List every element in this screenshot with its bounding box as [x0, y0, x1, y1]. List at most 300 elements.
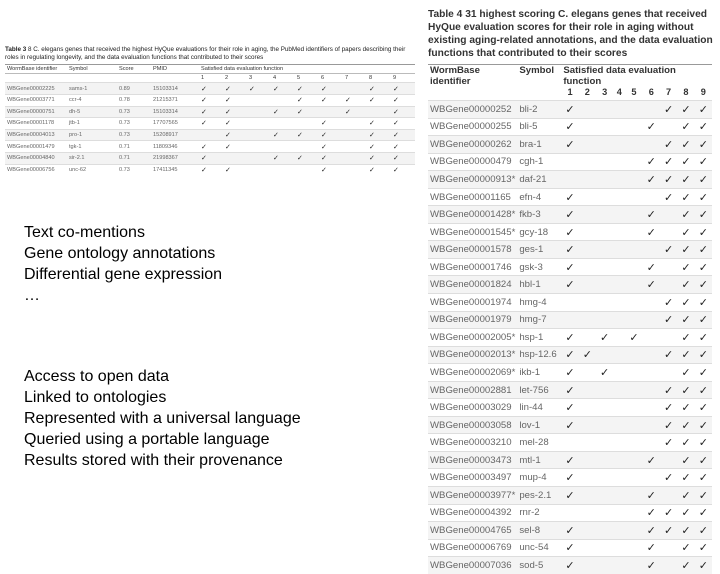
check-mark	[579, 311, 596, 329]
check-mark: ✓	[391, 118, 415, 130]
wormbase-id: WBGene00004765	[428, 522, 517, 540]
col-functions: Satisfied data evaluation function	[561, 65, 712, 88]
check-mark: ✓	[561, 136, 578, 154]
check-mark: ✓	[677, 101, 694, 119]
check-mark: ✓	[677, 451, 694, 469]
table-3	[5, 46, 415, 175]
check-mark: ✓	[319, 83, 343, 95]
wormbase-id: WBGene00002069*	[428, 364, 517, 382]
table-row	[428, 258, 712, 276]
check-mark: ✓	[677, 469, 694, 487]
check-mark: ✓	[319, 164, 343, 175]
check-mark: ✓	[660, 241, 677, 259]
check-mark	[596, 188, 613, 206]
check-mark: ✓	[271, 129, 295, 141]
check-mark: ✓	[677, 276, 694, 294]
check-mark	[343, 164, 367, 175]
check-mark: ✓	[677, 294, 694, 312]
check-mark	[579, 469, 596, 487]
gene-symbol: unc-62	[67, 164, 117, 175]
gene-symbol: tgk-1	[67, 141, 117, 153]
table-row	[428, 522, 712, 540]
check-mark	[613, 364, 625, 382]
check-mark: ✓	[596, 329, 613, 347]
check-mark	[613, 504, 625, 522]
check-mark	[613, 276, 625, 294]
check-mark	[643, 364, 660, 382]
check-mark	[625, 487, 642, 505]
check-mark: ✓	[695, 539, 712, 557]
check-mark: ✓	[677, 522, 694, 540]
check-mark	[613, 136, 625, 154]
check-mark	[660, 276, 677, 294]
check-mark: ✓	[223, 164, 247, 175]
gene-symbol: mtl-1	[517, 451, 561, 469]
function-number: 3	[602, 87, 608, 97]
check-mark: ✓	[295, 95, 319, 107]
check-mark	[613, 399, 625, 417]
check-mark	[625, 557, 642, 574]
check-mark: ✓	[695, 101, 712, 119]
table-4-caption-text: 31 highest scoring C. elegans genes that received HyQue evaluation scores for their role in aging without existing aging-related annotations, and the data evaluation functions that contributed to their scores	[428, 9, 713, 59]
check-mark: ✓	[695, 346, 712, 364]
check-mark	[643, 136, 660, 154]
wormbase-id: WBGene00001165	[428, 188, 517, 206]
check-mark	[596, 469, 613, 487]
check-mark	[613, 206, 625, 224]
check-mark: ✓	[695, 311, 712, 329]
check-mark	[596, 294, 613, 312]
pmid-value: 21998367	[151, 152, 199, 164]
wormbase-id: WBGene00000913*	[428, 171, 517, 189]
gene-symbol: rnr-2	[517, 504, 561, 522]
check-mark: ✓	[660, 101, 677, 119]
check-mark: ✓	[367, 164, 391, 175]
function-number: 6	[648, 87, 654, 97]
function-number: 5	[631, 87, 637, 97]
gene-symbol: sod-5	[517, 557, 561, 574]
table-row	[5, 118, 415, 130]
check-mark	[579, 381, 596, 399]
check-mark	[613, 329, 625, 347]
check-mark: ✓	[561, 346, 578, 364]
check-mark	[660, 223, 677, 241]
table-row	[428, 557, 712, 574]
check-mark: ✓	[223, 141, 247, 153]
gene-symbol: hmg-7	[517, 311, 561, 329]
gene-symbol: bli-5	[517, 118, 561, 136]
check-mark	[596, 451, 613, 469]
check-mark: ✓	[367, 83, 391, 95]
gene-symbol: pro-1	[67, 129, 117, 141]
wormbase-id: WBGene00006756	[5, 164, 67, 175]
check-mark: ✓	[660, 294, 677, 312]
check-mark: ✓	[561, 206, 578, 224]
check-mark: ✓	[561, 364, 578, 382]
gene-symbol: unc-54	[517, 539, 561, 557]
check-mark: ✓	[223, 83, 247, 95]
gene-symbol: ccr-4	[67, 95, 117, 107]
check-mark: ✓	[223, 118, 247, 130]
check-mark	[613, 101, 625, 119]
gene-symbol: gcy-18	[517, 223, 561, 241]
check-mark: ✓	[596, 364, 613, 382]
check-mark	[643, 434, 660, 452]
table-row	[5, 141, 415, 153]
check-mark	[596, 434, 613, 452]
check-mark: ✓	[677, 153, 694, 171]
function-number: 8	[683, 87, 689, 97]
check-mark: ✓	[643, 276, 660, 294]
check-mark	[271, 118, 295, 130]
check-mark	[625, 469, 642, 487]
check-mark: ✓	[677, 487, 694, 505]
check-mark	[613, 223, 625, 241]
check-mark: ✓	[391, 164, 415, 175]
check-mark	[660, 364, 677, 382]
check-mark: ✓	[643, 118, 660, 136]
col-symbol: Symbol	[67, 65, 117, 74]
gene-symbol: hbl-1	[517, 276, 561, 294]
check-mark	[343, 129, 367, 141]
check-mark: ✓	[677, 188, 694, 206]
check-mark: ✓	[695, 504, 712, 522]
check-mark	[579, 294, 596, 312]
check-mark	[625, 346, 642, 364]
check-mark: ✓	[677, 118, 694, 136]
check-mark	[613, 118, 625, 136]
wormbase-id: WBGene00002013*	[428, 346, 517, 364]
check-mark	[561, 434, 578, 452]
wormbase-id: WBGene00002881	[428, 381, 517, 399]
table-row	[428, 539, 712, 557]
check-mark	[596, 381, 613, 399]
check-mark: ✓	[319, 95, 343, 107]
check-mark: ✓	[561, 522, 578, 540]
check-mark	[579, 153, 596, 171]
check-mark	[343, 141, 367, 153]
check-mark: ✓	[643, 487, 660, 505]
check-mark: ✓	[677, 416, 694, 434]
bullet-item: Linked to ontologies	[24, 389, 167, 406]
check-mark	[625, 504, 642, 522]
check-mark	[579, 206, 596, 224]
check-mark: ✓	[677, 504, 694, 522]
gene-symbol: pes-2.1	[517, 487, 561, 505]
check-mark: ✓	[695, 171, 712, 189]
check-mark: ✓	[223, 106, 247, 118]
wormbase-id: WBGene00003497	[428, 469, 517, 487]
table-row	[428, 188, 712, 206]
table-3-grid	[5, 64, 415, 175]
check-mark	[643, 241, 660, 259]
check-mark: ✓	[660, 381, 677, 399]
check-mark: ✓	[695, 381, 712, 399]
check-mark	[579, 171, 596, 189]
check-mark: ✓	[677, 434, 694, 452]
table-row	[428, 223, 712, 241]
table-row	[428, 381, 712, 399]
check-mark	[596, 557, 613, 574]
check-mark: ✓	[643, 522, 660, 540]
function-number: 3	[247, 74, 271, 83]
table-row	[428, 346, 712, 364]
check-mark	[579, 223, 596, 241]
check-mark: ✓	[561, 469, 578, 487]
check-mark	[625, 118, 642, 136]
wormbase-id: WBGene00000255	[428, 118, 517, 136]
pmid-value: 15208917	[151, 129, 199, 141]
wormbase-id: WBGene00000262	[428, 136, 517, 154]
col-wormbase: WormBase identifier	[5, 65, 67, 74]
check-mark: ✓	[695, 329, 712, 347]
check-mark	[247, 152, 271, 164]
check-mark	[625, 153, 642, 171]
check-mark	[613, 346, 625, 364]
check-mark	[625, 136, 642, 154]
table-row	[428, 469, 712, 487]
check-mark	[625, 522, 642, 540]
check-mark: ✓	[223, 129, 247, 141]
check-mark	[579, 416, 596, 434]
gene-symbol: hsp-1	[517, 329, 561, 347]
check-mark: ✓	[319, 118, 343, 130]
check-mark: ✓	[199, 152, 223, 164]
check-mark	[625, 206, 642, 224]
gene-symbol: lin-44	[517, 399, 561, 417]
check-mark	[343, 118, 367, 130]
check-mark: ✓	[579, 346, 596, 364]
check-mark	[579, 118, 596, 136]
check-mark	[596, 118, 613, 136]
check-mark	[579, 258, 596, 276]
table-row	[428, 294, 712, 312]
check-mark	[613, 469, 625, 487]
wormbase-id: WBGene00001578	[428, 241, 517, 259]
check-mark	[643, 469, 660, 487]
table-3-caption	[5, 46, 413, 62]
check-mark	[596, 206, 613, 224]
check-mark	[613, 311, 625, 329]
check-mark	[613, 171, 625, 189]
check-mark: ✓	[643, 557, 660, 574]
check-mark: ✓	[561, 188, 578, 206]
check-mark	[596, 136, 613, 154]
check-mark: ✓	[660, 434, 677, 452]
check-mark: ✓	[295, 106, 319, 118]
check-mark: ✓	[561, 276, 578, 294]
wormbase-id: WBGene00001545*	[428, 223, 517, 241]
check-mark	[625, 241, 642, 259]
score-value: 0.89	[117, 83, 151, 95]
check-mark	[625, 381, 642, 399]
bullet-item: Gene ontology annotations	[24, 245, 216, 262]
check-mark: ✓	[561, 118, 578, 136]
check-mark: ✓	[199, 83, 223, 95]
check-mark: ✓	[295, 152, 319, 164]
check-mark	[247, 95, 271, 107]
check-mark	[613, 451, 625, 469]
gene-symbol: sir-2.1	[67, 152, 117, 164]
wormbase-id: WBGene00002225	[5, 83, 67, 95]
check-mark	[643, 101, 660, 119]
check-mark	[561, 311, 578, 329]
score-value: 0.71	[117, 141, 151, 153]
table-row	[5, 95, 415, 107]
check-mark: ✓	[199, 164, 223, 175]
gene-symbol: bli-2	[517, 101, 561, 119]
check-mark	[625, 539, 642, 557]
check-mark: ✓	[561, 487, 578, 505]
check-mark: ✓	[643, 451, 660, 469]
check-mark	[596, 258, 613, 276]
check-mark: ✓	[295, 83, 319, 95]
wormbase-id: WBGene00001178	[5, 118, 67, 130]
check-mark: ✓	[695, 276, 712, 294]
gene-symbol: sel-8	[517, 522, 561, 540]
check-mark: ✓	[660, 416, 677, 434]
check-mark	[625, 399, 642, 417]
check-mark: ✓	[695, 188, 712, 206]
check-mark	[295, 141, 319, 153]
check-mark: ✓	[677, 557, 694, 574]
check-mark: ✓	[367, 141, 391, 153]
table-row	[428, 153, 712, 171]
check-mark	[660, 118, 677, 136]
check-mark	[643, 294, 660, 312]
bullet-item: Represented with a universal language	[24, 410, 301, 427]
pmid-value: 15103314	[151, 106, 199, 118]
check-mark	[660, 258, 677, 276]
check-mark	[613, 522, 625, 540]
check-mark	[271, 164, 295, 175]
wormbase-id: WBGene00003210	[428, 434, 517, 452]
wormbase-id: WBGene00001979	[428, 311, 517, 329]
check-mark	[643, 188, 660, 206]
gene-symbol: daf-21	[517, 171, 561, 189]
gene-symbol: fkb-3	[517, 206, 561, 224]
pmid-value: 15103314	[151, 83, 199, 95]
function-number: 9	[700, 87, 706, 97]
check-mark	[596, 311, 613, 329]
check-mark	[643, 416, 660, 434]
table-row	[428, 416, 712, 434]
check-mark: ✓	[695, 241, 712, 259]
col-pmid: PMID	[151, 65, 199, 74]
check-mark: ✓	[660, 522, 677, 540]
table-4-label: Table 4	[428, 9, 463, 20]
check-mark	[613, 416, 625, 434]
check-mark: ✓	[677, 223, 694, 241]
gene-symbol: dh-5	[67, 106, 117, 118]
check-mark: ✓	[677, 311, 694, 329]
score-value: 0.78	[117, 95, 151, 107]
check-mark	[343, 152, 367, 164]
check-mark	[596, 487, 613, 505]
check-mark: ✓	[677, 381, 694, 399]
function-number: 4	[616, 87, 622, 97]
check-mark	[247, 118, 271, 130]
check-mark	[271, 95, 295, 107]
check-mark	[596, 416, 613, 434]
check-mark	[625, 294, 642, 312]
check-mark	[660, 487, 677, 505]
check-mark: ✓	[295, 129, 319, 141]
check-mark: ✓	[660, 504, 677, 522]
check-mark: ✓	[319, 129, 343, 141]
check-mark	[643, 399, 660, 417]
gene-symbol: jtb-1	[67, 118, 117, 130]
check-mark: ✓	[695, 223, 712, 241]
gene-symbol: ges-1	[517, 241, 561, 259]
wormbase-id: WBGene00001479	[5, 141, 67, 153]
check-mark	[625, 311, 642, 329]
check-mark: ✓	[271, 83, 295, 95]
check-mark	[596, 241, 613, 259]
wormbase-id: WBGene00003977*	[428, 487, 517, 505]
check-mark	[625, 223, 642, 241]
check-mark	[643, 381, 660, 399]
check-mark	[613, 294, 625, 312]
check-mark: ✓	[660, 399, 677, 417]
gene-symbol: ikb-1	[517, 364, 561, 382]
check-mark	[596, 101, 613, 119]
check-mark: ✓	[367, 129, 391, 141]
check-mark	[625, 451, 642, 469]
wormbase-id: WBGene00003771	[5, 95, 67, 107]
table-row	[5, 83, 415, 95]
check-mark: ✓	[271, 152, 295, 164]
check-mark	[199, 129, 223, 141]
check-mark: ✓	[319, 141, 343, 153]
check-mark	[613, 557, 625, 574]
check-mark	[625, 434, 642, 452]
check-mark: ✓	[271, 106, 295, 118]
gene-symbol: hsp-12.6	[517, 346, 561, 364]
function-number: 2	[223, 74, 247, 83]
check-mark	[596, 522, 613, 540]
check-mark	[579, 557, 596, 574]
check-mark	[625, 101, 642, 119]
pmid-value: 11809346	[151, 141, 199, 153]
check-mark: ✓	[695, 451, 712, 469]
function-number: 2	[584, 87, 590, 97]
check-mark	[596, 346, 613, 364]
bullet-item: Text co-mentions	[24, 224, 145, 241]
check-mark: ✓	[643, 171, 660, 189]
function-number: 1	[199, 74, 223, 83]
check-mark: ✓	[199, 106, 223, 118]
check-mark: ✓	[561, 451, 578, 469]
check-mark: ✓	[677, 399, 694, 417]
check-mark: ✓	[677, 364, 694, 382]
col-symbol: Symbol	[517, 65, 561, 88]
check-mark	[625, 171, 642, 189]
check-mark	[596, 171, 613, 189]
check-mark: ✓	[561, 416, 578, 434]
bullet-item: …	[24, 287, 40, 304]
table-row	[428, 171, 712, 189]
table-row	[428, 136, 712, 154]
gene-symbol: gsk-3	[517, 258, 561, 276]
wormbase-id: WBGene00004392	[428, 504, 517, 522]
check-mark	[295, 118, 319, 130]
table-3-caption-text: 8 C. elegans genes that received the highest HyQue evaluations for their role in aging, the PubMed identifiers of papers describing their roles in regulating longevity, and the data evaluation functions that contributed to their scores	[5, 46, 406, 62]
table-row	[428, 434, 712, 452]
check-mark: ✓	[643, 504, 660, 522]
check-mark	[223, 152, 247, 164]
check-mark	[579, 101, 596, 119]
